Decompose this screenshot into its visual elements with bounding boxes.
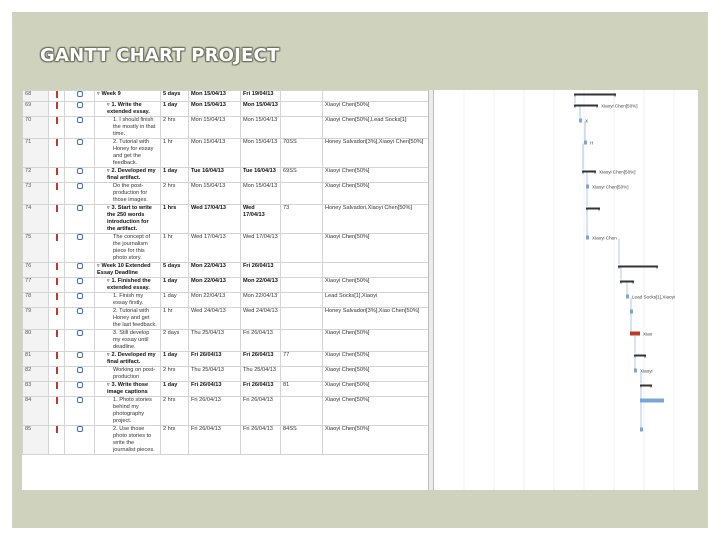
predecessors-cell[interactable] xyxy=(281,263,323,278)
table-row[interactable] xyxy=(23,308,433,330)
finish-cell[interactable]: Wed 17/04/13 xyxy=(241,205,281,234)
task-table-body xyxy=(23,91,433,455)
table-row[interactable] xyxy=(23,91,433,102)
resources-cell[interactable]: Xiaoyi Chen[50%] xyxy=(323,367,433,382)
caret-icon[interactable]: ▿ xyxy=(107,278,110,284)
caret-icon[interactable]: ▿ xyxy=(107,382,110,388)
gantt-bar-label: Xiaoyi Chen[50%] xyxy=(601,103,638,109)
finish-cell[interactable]: Wed 17/04/13 xyxy=(241,234,281,263)
pin-icon xyxy=(77,426,83,432)
finish-cell[interactable]: Fri 26/04/13 xyxy=(241,397,281,426)
task-name-wrap xyxy=(97,117,158,138)
duration-cell[interactable]: 1 day xyxy=(161,102,189,117)
task-name-wrap xyxy=(97,397,158,425)
task-name-cell[interactable] xyxy=(95,293,161,308)
gantt-task-bar[interactable] xyxy=(584,141,593,146)
indicator-cell xyxy=(49,278,65,293)
task-name-wrap xyxy=(97,139,158,167)
task-name: Week 10 Extended Essay Deadline xyxy=(97,263,151,276)
finish-cell[interactable]: Fri 26/04/13 xyxy=(241,263,281,278)
finish-cell[interactable]: Fri 26/04/13 xyxy=(241,426,281,455)
predecessors-cell[interactable]: 73 xyxy=(281,205,323,234)
gantt-bar-label: H xyxy=(590,140,594,146)
red-flag-icon xyxy=(56,308,58,315)
task-name-cell[interactable] xyxy=(95,426,161,455)
start-cell[interactable]: Mon 15/04/13 xyxy=(189,102,241,117)
start-cell[interactable]: Fri 26/04/13 xyxy=(189,397,241,426)
gantt-bar-label: X xyxy=(585,118,589,124)
row-number: 82 xyxy=(23,367,49,382)
pin-icon xyxy=(77,234,83,240)
indicator-cell xyxy=(49,382,65,397)
finish-cell[interactable]: Mon 15/04/13 xyxy=(241,102,281,117)
table-row[interactable] xyxy=(23,205,433,234)
gantt-summary-bar[interactable] xyxy=(574,94,616,98)
task-name-wrap xyxy=(97,278,158,292)
task-name: The concept of the journalism piece for this photo story. xyxy=(113,234,151,261)
predecessors-cell[interactable]: 84SS xyxy=(281,426,323,455)
start-cell[interactable]: Mon 15/04/13 xyxy=(189,139,241,168)
duration-cell[interactable]: 2 hrs xyxy=(161,397,189,426)
resources-cell[interactable]: Xiaoyi Chen[50%] xyxy=(323,168,433,183)
gantt-task-bar[interactable] xyxy=(586,185,629,190)
resources-cell[interactable] xyxy=(323,263,433,278)
gantt-task-bar[interactable] xyxy=(640,399,664,403)
task-name-cell[interactable] xyxy=(95,308,161,330)
task-mode-cell[interactable] xyxy=(65,397,95,426)
start-cell[interactable]: Tue 16/04/13 xyxy=(189,168,241,183)
red-flag-icon xyxy=(56,352,58,359)
pin-icon xyxy=(77,102,83,108)
pin-icon xyxy=(77,139,83,145)
task-name: 1. Photo stories behind my photography project. xyxy=(113,397,152,424)
task-name-wrap xyxy=(97,308,158,329)
gantt-bar-label: Xiaoyi Chen[50%] xyxy=(599,169,636,175)
start-cell[interactable]: Mon 15/04/13 xyxy=(189,117,241,139)
pin-icon xyxy=(77,278,83,284)
duration-cell[interactable]: 1 day xyxy=(161,352,189,367)
finish-cell[interactable]: Fri 19/04/13 xyxy=(241,91,281,102)
row-number: 68 xyxy=(23,91,49,102)
finish-cell[interactable]: Fri 26/04/13 xyxy=(241,352,281,367)
red-flag-icon xyxy=(56,382,58,389)
resources-cell[interactable] xyxy=(323,91,433,102)
red-flag-icon xyxy=(56,139,58,146)
indicator-cell xyxy=(49,308,65,330)
pin-icon xyxy=(77,293,83,299)
start-cell[interactable]: Wed 24/04/13 xyxy=(189,308,241,330)
red-flag-icon xyxy=(56,117,58,124)
indicator-cell xyxy=(49,426,65,455)
row-number: 77 xyxy=(23,278,49,293)
project-sheet xyxy=(22,90,698,490)
gantt-bar-label: Xiao xyxy=(643,331,653,337)
task-name: 1. Finish my essay firstly. xyxy=(113,293,144,306)
task-mode-cell[interactable] xyxy=(65,205,95,234)
row-number: 81 xyxy=(23,352,49,367)
task-mode-cell[interactable] xyxy=(65,293,95,308)
task-name: 3. Start to write the 250 words introduction for the artifact. xyxy=(107,205,152,232)
row-number: 75 xyxy=(23,234,49,263)
resources-cell[interactable]: Honey Salvadori,Xiaoyi Chen[50%] xyxy=(323,205,433,234)
row-number: 78 xyxy=(23,293,49,308)
duration-cell[interactable]: 2 hrs xyxy=(161,367,189,382)
task-name-cell[interactable] xyxy=(95,139,161,168)
gantt-summary-bar[interactable] xyxy=(618,266,658,270)
pin-icon xyxy=(77,367,83,373)
task-name-cell[interactable] xyxy=(95,234,161,263)
task-mode-cell[interactable] xyxy=(65,139,95,168)
indicator-cell xyxy=(49,330,65,352)
indicator-cell xyxy=(49,117,65,139)
gantt-summary-bar[interactable] xyxy=(640,385,652,389)
pin-icon xyxy=(77,205,83,211)
start-cell[interactable]: Mon 15/04/13 xyxy=(189,183,241,205)
gantt-bar-label: Xiaoyi Chen[50%] xyxy=(592,184,629,190)
gantt-task-bar[interactable] xyxy=(640,428,643,432)
task-name-wrap xyxy=(97,91,121,97)
resources-cell[interactable]: Xiaoyi Chen[50%] xyxy=(323,397,433,426)
predecessors-cell[interactable] xyxy=(281,183,323,205)
caret-icon[interactable]: ▿ xyxy=(107,205,110,211)
caret-icon[interactable]: ▿ xyxy=(97,263,100,269)
pin-icon xyxy=(77,397,83,403)
row-number: 73 xyxy=(23,183,49,205)
task-mode-cell[interactable] xyxy=(65,263,95,278)
task-mode-cell[interactable] xyxy=(65,91,95,102)
table-row[interactable] xyxy=(23,139,433,168)
predecessors-cell[interactable] xyxy=(281,91,323,102)
predecessors-cell[interactable] xyxy=(281,397,323,426)
predecessors-cell[interactable] xyxy=(281,293,323,308)
red-flag-icon xyxy=(56,183,58,190)
start-cell[interactable]: Wed 17/04/13 xyxy=(189,234,241,263)
task-name: 2. Developed my final artifact. xyxy=(107,168,156,181)
task-name-cell[interactable] xyxy=(95,117,161,139)
pin-icon xyxy=(77,91,83,97)
task-name-wrap xyxy=(97,183,158,204)
red-flag-icon xyxy=(56,205,58,212)
predecessors-cell[interactable] xyxy=(281,117,323,139)
slide-title: GANTT CHART PROJECT xyxy=(40,45,280,66)
red-flag-icon xyxy=(56,367,58,374)
row-number: 76 xyxy=(23,263,49,278)
caret-icon[interactable]: ▿ xyxy=(107,168,110,174)
caret-icon[interactable]: ▿ xyxy=(107,102,110,108)
task-name-wrap xyxy=(97,330,158,351)
red-flag-icon xyxy=(56,91,58,98)
table-row[interactable] xyxy=(23,278,433,293)
resources-cell[interactable]: Xiaoyi Chen[50%] xyxy=(323,382,433,397)
start-cell[interactable]: Fri 26/04/13 xyxy=(189,426,241,455)
indicator-cell xyxy=(49,168,65,183)
red-flag-icon xyxy=(56,234,58,241)
task-mode-cell[interactable] xyxy=(65,352,95,367)
task-name-wrap xyxy=(97,426,158,454)
task-mode-cell[interactable] xyxy=(65,330,95,352)
indicator-cell xyxy=(49,205,65,234)
task-name-wrap xyxy=(97,102,158,116)
task-name-wrap xyxy=(97,205,158,233)
task-name-cell[interactable] xyxy=(95,102,161,117)
resources-cell[interactable]: Xiaoyi Chen[50%],Lead Socks[1] xyxy=(323,117,433,139)
duration-cell[interactable]: 5 days xyxy=(161,263,189,278)
table-row[interactable] xyxy=(23,330,433,352)
predecessors-cell[interactable] xyxy=(281,308,323,330)
red-flag-icon xyxy=(56,293,58,300)
start-cell[interactable]: Wed 17/04/13 xyxy=(189,205,241,234)
table-row[interactable] xyxy=(23,426,433,455)
task-name-wrap xyxy=(97,263,151,276)
caret-icon[interactable]: ▿ xyxy=(107,352,110,358)
indicator-cell xyxy=(49,139,65,168)
pin-icon xyxy=(77,382,83,388)
task-name: 2. Tutorial with Honey for essay and get the feedback. xyxy=(113,139,154,166)
finish-cell[interactable]: Thu 25/04/13 xyxy=(241,367,281,382)
pin-icon xyxy=(77,308,83,314)
start-cell[interactable]: Fri 26/04/13 xyxy=(189,382,241,397)
indicator-cell xyxy=(49,234,65,263)
predecessors-cell[interactable]: 81 xyxy=(281,382,323,397)
finish-cell[interactable]: Mon 15/04/13 xyxy=(241,183,281,205)
gantt-summary-bar[interactable] xyxy=(582,170,636,175)
duration-cell[interactable]: 1 day xyxy=(161,293,189,308)
task-mode-cell[interactable] xyxy=(65,382,95,397)
task-name-cell[interactable] xyxy=(95,278,161,293)
table-row[interactable] xyxy=(23,102,433,117)
gantt-task-bar[interactable] xyxy=(634,369,653,374)
task-name-wrap xyxy=(97,352,158,366)
table-row[interactable] xyxy=(23,382,433,397)
task-mode-cell[interactable] xyxy=(65,234,95,263)
red-flag-icon xyxy=(56,426,58,433)
row-number: 85 xyxy=(23,426,49,455)
resources-cell[interactable]: Xiaoyi Chen[50%] xyxy=(323,102,433,117)
indicator-cell xyxy=(49,352,65,367)
table-row[interactable] xyxy=(23,293,433,308)
duration-cell[interactable]: 2 days xyxy=(161,330,189,352)
task-name: 1. I should finish the mostly in that time. xyxy=(113,117,156,137)
row-number: 72 xyxy=(23,168,49,183)
predecessors-cell[interactable] xyxy=(281,234,323,263)
pin-icon xyxy=(77,330,83,336)
finish-cell[interactable]: Mon 15/04/13 xyxy=(241,117,281,139)
finish-cell[interactable]: Tue 16/04/13 xyxy=(241,168,281,183)
task-name-wrap xyxy=(97,367,158,381)
resources-cell[interactable]: Xiaoyi Chen[50%] xyxy=(323,330,433,352)
indicator-cell xyxy=(49,183,65,205)
task-mode-cell[interactable] xyxy=(65,183,95,205)
table-row[interactable] xyxy=(23,234,433,263)
start-cell[interactable]: Mon 15/04/13 xyxy=(189,91,241,102)
task-name-cell[interactable] xyxy=(95,330,161,352)
gantt-task-bar[interactable] xyxy=(586,236,617,241)
duration-cell[interactable]: 2 hrs xyxy=(161,183,189,205)
task-mode-cell[interactable] xyxy=(65,168,95,183)
predecessors-cell[interactable]: 77 xyxy=(281,352,323,367)
pin-icon xyxy=(77,168,83,174)
red-flag-icon xyxy=(56,278,58,285)
row-number: 83 xyxy=(23,382,49,397)
task-name-cell[interactable] xyxy=(95,168,161,183)
duration-cell[interactable]: 1 hr xyxy=(161,308,189,330)
table-row[interactable] xyxy=(23,397,433,426)
finish-cell[interactable]: Wed 24/04/13 xyxy=(241,308,281,330)
start-cell[interactable]: Fri 26/04/13 xyxy=(189,352,241,367)
duration-cell[interactable]: 1 day xyxy=(161,382,189,397)
red-flag-icon xyxy=(56,168,58,175)
indicator-cell xyxy=(49,367,65,382)
finish-cell[interactable]: Mon 22/04/13 xyxy=(241,278,281,293)
resources-cell[interactable]: Xiaoyi Chen[50%] xyxy=(323,234,433,263)
task-name-wrap xyxy=(97,168,158,182)
task-name-wrap xyxy=(97,293,158,307)
gantt-chart xyxy=(434,90,698,490)
table-row[interactable] xyxy=(23,367,433,382)
task-mode-cell[interactable] xyxy=(65,102,95,117)
indicator-cell xyxy=(49,293,65,308)
resources-cell[interactable]: Xiaoyi Chen[50%] xyxy=(323,426,433,455)
duration-cell[interactable]: 5 days xyxy=(161,91,189,102)
task-mode-cell[interactable] xyxy=(65,426,95,455)
resources-cell[interactable]: Honey Salvadori[3%],Xiao Chen[50%] xyxy=(323,308,433,330)
table-row[interactable] xyxy=(23,117,433,139)
task-name-wrap xyxy=(97,234,158,262)
duration-cell[interactable]: 1 hr xyxy=(161,139,189,168)
task-name: 1. Write the extended essay. xyxy=(107,102,150,115)
task-name: 2. Tutorial with Honey and get the last feedback. xyxy=(113,308,157,328)
pin-icon xyxy=(77,263,83,269)
pin-icon xyxy=(77,117,83,123)
predecessors-cell[interactable] xyxy=(281,278,323,293)
row-number: 69 xyxy=(23,102,49,117)
start-cell[interactable]: Mon 22/04/13 xyxy=(189,293,241,308)
resources-cell[interactable]: Xiaoyi Chen[50%] xyxy=(323,183,433,205)
finish-cell[interactable]: Mon 22/04/13 xyxy=(241,293,281,308)
finish-cell[interactable]: Fri 26/04/13 xyxy=(241,330,281,352)
predecessors-cell[interactable]: 70SS xyxy=(281,139,323,168)
gantt-bar-label: Lead Socks[1],Xiaoyi xyxy=(632,294,675,300)
row-number: 80 xyxy=(23,330,49,352)
task-mode-cell[interactable] xyxy=(65,278,95,293)
resources-cell[interactable]: Honey Salvadori[3%],Xiaoyi Chen[50%] xyxy=(323,139,433,168)
task-name-cell[interactable] xyxy=(95,205,161,234)
gantt-task-bar[interactable] xyxy=(626,295,675,300)
indicator-cell xyxy=(49,397,65,426)
duration-cell[interactable]: 1 day xyxy=(161,278,189,293)
gantt-critical-bar[interactable] xyxy=(630,332,653,337)
predecessors-cell[interactable]: 69SS xyxy=(281,168,323,183)
indicator-cell xyxy=(49,263,65,278)
predecessors-cell[interactable] xyxy=(281,102,323,117)
task-name: 2. Developed my final artifact. xyxy=(107,352,156,365)
indicator-cell xyxy=(49,102,65,117)
task-name-cell[interactable] xyxy=(95,397,161,426)
row-number: 71 xyxy=(23,139,49,168)
duration-cell[interactable]: 1 day xyxy=(161,168,189,183)
table-row[interactable] xyxy=(23,168,433,183)
caret-icon[interactable]: ▿ xyxy=(97,91,100,97)
gantt-bar-label: Xiaoyi xyxy=(640,368,653,374)
task-name-cell[interactable] xyxy=(95,183,161,205)
resources-cell[interactable]: Lead Socks[1],Xiaoyi xyxy=(323,293,433,308)
task-name: Working on post-production xyxy=(113,367,156,380)
task-name: 1. Finished the extended essay. xyxy=(107,278,151,291)
duration-cell[interactable]: 2 hrs xyxy=(161,117,189,139)
resources-cell[interactable]: Xiaoyi Chen[50%] xyxy=(323,352,433,367)
duration-cell[interactable]: 1 hrs xyxy=(161,205,189,234)
task-mode-cell[interactable] xyxy=(65,117,95,139)
task-name-cell[interactable] xyxy=(95,263,161,278)
gantt-bar-label: Xiaoyi Chen xyxy=(592,235,617,241)
duration-cell[interactable]: 1 hr xyxy=(161,234,189,263)
start-cell[interactable]: Mon 22/04/13 xyxy=(189,278,241,293)
resources-cell[interactable]: Xiaoyi Chen[50%] xyxy=(323,278,433,293)
task-name: Do the post-production for those images. xyxy=(113,183,148,203)
task-mode-cell[interactable] xyxy=(65,367,95,382)
red-flag-icon xyxy=(56,263,58,270)
start-cell[interactable]: Thu 25/04/13 xyxy=(189,367,241,382)
gantt-summary-bar[interactable] xyxy=(586,208,600,212)
indicator-cell xyxy=(49,91,65,102)
row-number: 84 xyxy=(23,397,49,426)
task-name-cell[interactable] xyxy=(95,91,161,102)
row-number: 70 xyxy=(23,117,49,139)
red-flag-icon xyxy=(56,397,58,404)
task-table xyxy=(22,90,433,455)
predecessors-cell[interactable] xyxy=(281,367,323,382)
task-name: Week 9 xyxy=(101,91,121,97)
finish-cell[interactable]: Fri 26/04/13 xyxy=(241,382,281,397)
row-number: 74 xyxy=(23,205,49,234)
predecessors-cell[interactable] xyxy=(281,330,323,352)
gantt-task-bar[interactable] xyxy=(630,310,633,314)
task-name-cell[interactable] xyxy=(95,367,161,382)
row-number: 79 xyxy=(23,308,49,330)
pin-icon xyxy=(77,352,83,358)
red-flag-icon xyxy=(56,102,58,109)
task-name: 2. Use those photo stories to write the journalist pieces. xyxy=(113,426,155,453)
task-name-cell[interactable] xyxy=(95,352,161,367)
start-cell[interactable]: Thu 25/04/13 xyxy=(189,330,241,352)
finish-cell[interactable]: Mon 15/04/13 xyxy=(241,139,281,168)
task-name-wrap xyxy=(97,382,158,396)
task-mode-cell[interactable] xyxy=(65,308,95,330)
table-row[interactable] xyxy=(23,263,433,278)
task-name: 3. Write those image captions xyxy=(107,382,149,395)
table-row[interactable] xyxy=(23,352,433,367)
red-flag-icon xyxy=(56,330,58,337)
task-name-cell[interactable] xyxy=(95,382,161,397)
pin-icon xyxy=(77,183,83,189)
gantt-svg xyxy=(434,90,698,490)
duration-cell[interactable]: 2 hrs xyxy=(161,426,189,455)
task-name: 3. Still develop my essay until deadline. xyxy=(113,330,150,350)
start-cell[interactable]: Mon 22/04/13 xyxy=(189,263,241,278)
table-row[interactable] xyxy=(23,183,433,205)
